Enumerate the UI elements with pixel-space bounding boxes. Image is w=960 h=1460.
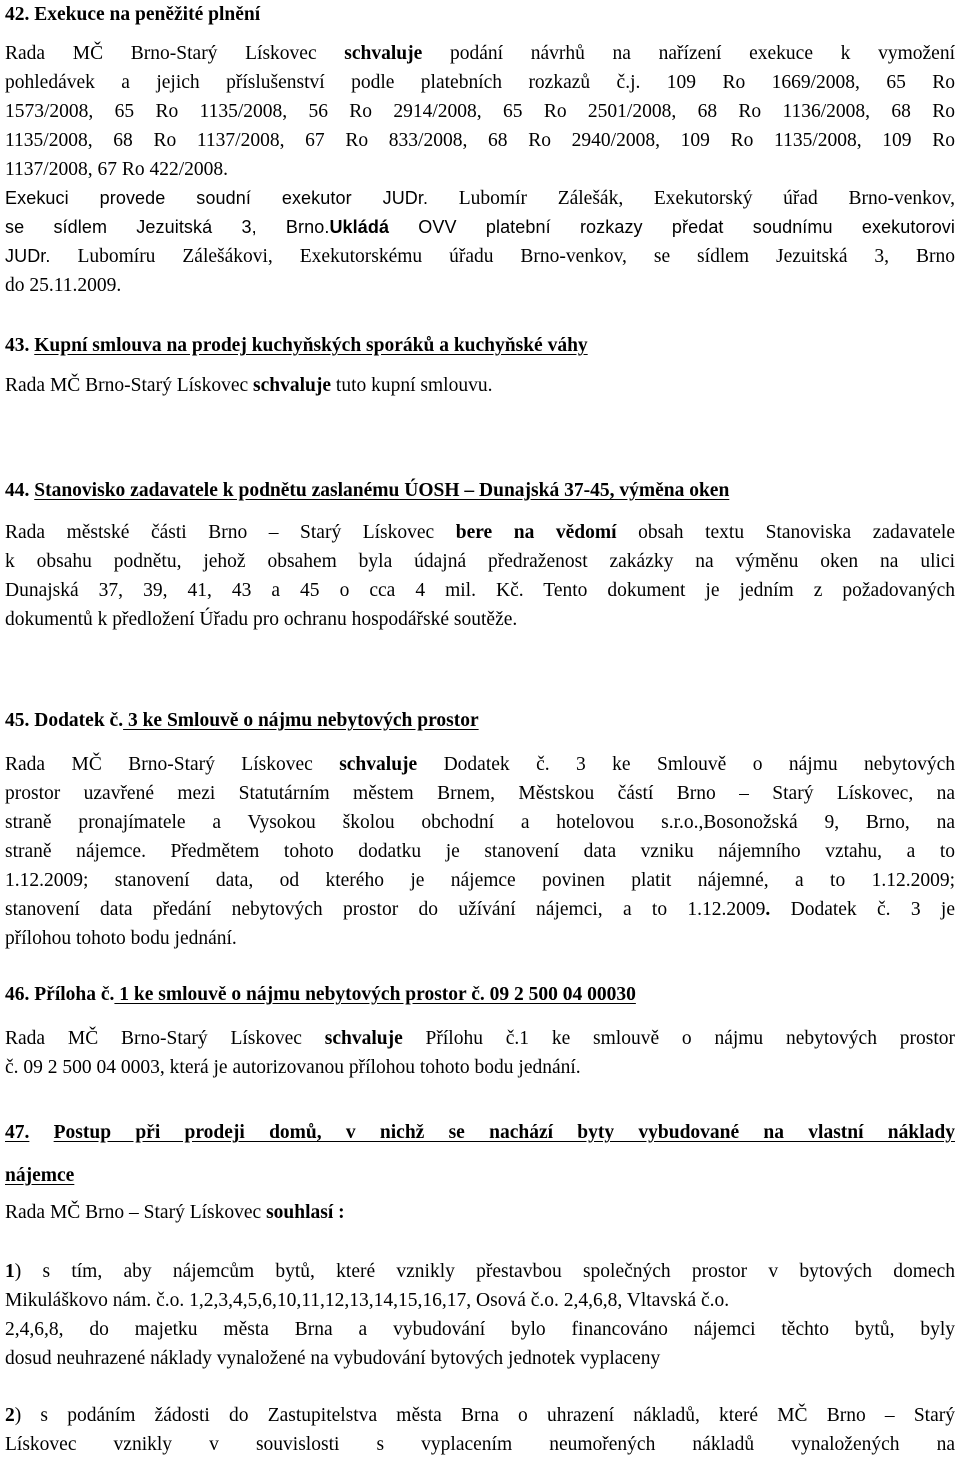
heading-line: nájemce — [5, 1165, 75, 1186]
text-line: č. 09 2 500 04 0003, která je autorizovanou přílohou tohoto bodu jednání. — [5, 1057, 581, 1078]
text-line: Rada MČ Brno-Starý Lískovec schvaluje podání návrhů na nařízení exekuce k vymožení — [5, 43, 956, 64]
text-line: 1) s tím, aby nájemcům bytů, které vznikly přestavbou společných prostor v bytových domech — [5, 1261, 955, 1282]
text-line: 1135/2008, 68 Ro 1137/2008, 67 Ro 833/2008, 68 Ro 2940/2008, 109 Ro 1135/2008, 109 Ro — [5, 130, 955, 151]
section-42-paragraph-2 — [5, 184, 955, 300]
section-47-intro — [5, 1198, 955, 1227]
text-line: straně nájemce. Předmětem tohoto dodatku je stanovení data vzniku nájemního vztahu, a to — [5, 841, 955, 862]
text-line: se sídlem Jezuitská 3, Brno.Ukládá OVV platební rozkazy předat soudnímu exekutorovi — [5, 217, 955, 237]
text-line: do 25.11.2009. — [5, 275, 122, 296]
text-line: 2,4,6,8, do majetku města Brna a vybudování bylo financováno nájemci těchto bytů, byly — [5, 1319, 955, 1340]
section-47-item-2 — [5, 1401, 955, 1459]
section-43-heading: 43. Kupní smlouva na prodej kuchyňských sporáků a kuchyňské váhy — [5, 335, 588, 356]
text-line: Rada MČ Brno-Starý Lískovec schvaluje tuto kupní smlouvu. — [5, 375, 493, 396]
text-line: dosud neuhrazené náklady vynaložené na vybudování bytových jednotek vyplaceny — [5, 1348, 661, 1369]
section-45-paragraph — [5, 750, 955, 953]
text-line: Rada městské části Brno – Starý Lískovec bere na vědomí obsah textu Stanoviska zadavatele — [5, 522, 955, 543]
text-line: pohledávek a jejich příslušenství podle platebních rozkazů č.j. 109 Ro 1669/2008, 65 Ro — [5, 72, 955, 93]
text-line: přílohou tohoto bodu jednání. — [5, 928, 237, 949]
text-line: k obsahu podnětu, jehož obsahem byla údajná předraženost zakázky na výměnu oken na ulici — [5, 551, 955, 572]
text-line: Rada MČ Brno-Starý Lískovec schvaluje Přílohu č.1 ke smlouvě o nájmu nebytových prostor — [5, 1028, 955, 1049]
text-line: Rada MČ Brno – Starý Lískovec souhlasí : — [5, 1202, 345, 1223]
text-line: Rada MČ Brno-Starý Lískovec schvaluje Dodatek č. 3 ke Smlouvě o nájmu nebytových — [5, 754, 955, 775]
text-line: 1137/2008, 67 Ro 422/2008. — [5, 159, 228, 180]
text-line: JUDr. Lubomíru Zálešákovi, Exekutorskému úřadu Brno-venkov, se sídlem Jezuitská 3, Brno — [5, 246, 955, 267]
text-line: Exekuci provede soudní exekutor JUDr. Lubomír Zálešák, Exekutorský úřad Brno-venkov, — [5, 188, 955, 209]
text-line: Dunajská 37, 39, 41, 43 a 45 o cca 4 mil. Kč. Tento dokument je jedním z požadovaných — [5, 580, 955, 601]
section-44-heading: 44. Stanovisko zadavatele k podnětu zaslanému ÚOSH – Dunajská 37-45, výměna oken — [5, 480, 730, 501]
section-47-heading — [5, 1111, 955, 1197]
text-line: stanovení data předání nebytových prostor do užívání nájemci, a to 1.12.2009. Dodatek č. 3 je — [5, 899, 955, 920]
section-42-paragraph-1 — [5, 39, 955, 184]
section-46-heading: 46. Příloha č. 1 ke smlouvě o nájmu nebytových prostor č. 09 2 500 04 00030 — [5, 984, 636, 1005]
heading-line: 47. Postup při prodeji domů, v nichž se nachází byty vybudované na vlastní náklady — [5, 1122, 956, 1143]
section-47-item-1 — [5, 1257, 955, 1373]
section-43-paragraph — [5, 371, 955, 400]
section-46-paragraph — [5, 1024, 955, 1082]
text-line: straně pronajímatele a Vysokou školou obchodní a hotelovou s.r.o.,Bosonožská 9, Brno, na — [5, 812, 955, 833]
section-45-heading: 45. Dodatek č. 3 ke Smlouvě o nájmu nebytových prostor — [5, 710, 479, 731]
text-line: dokumentů k předložení Úřadu pro ochranu hospodářské soutěže. — [5, 609, 518, 630]
text-line: 1573/2008, 65 Ro 1135/2008, 56 Ro 2914/2008, 65 Ro 2501/2008, 68 Ro 1136/2008, 68 Ro — [5, 101, 955, 122]
text-line: Mikuláškovo nám. č.o. 1,2,3,4,5,6,10,11,12,13,14,15,16,17, Osová č.o. 2,4,6,8, Vltavská č.o. — [5, 1290, 730, 1311]
text-line: prostor uzavřené mezi Statutárním městem Brnem, Městskou částí Brno – Starý Lískovec, na — [5, 783, 955, 804]
section-44-paragraph — [5, 518, 955, 634]
section-42-heading: 42. Exekuce na peněžité plnění — [5, 4, 261, 25]
text-line: 1.12.2009; stanovení data, od kterého je nájemce povinen platit nájemné, a to 1.12.2009; — [5, 870, 955, 891]
text-line: 2) s podáním žádosti do Zastupitelstva města Brna o uhrazení nákladů, které MČ Brno – Starý — [5, 1405, 955, 1426]
text-line: Lískovec vznikly v souvislosti s vyplacením neumořených nákladů vynaložených na — [5, 1434, 955, 1455]
